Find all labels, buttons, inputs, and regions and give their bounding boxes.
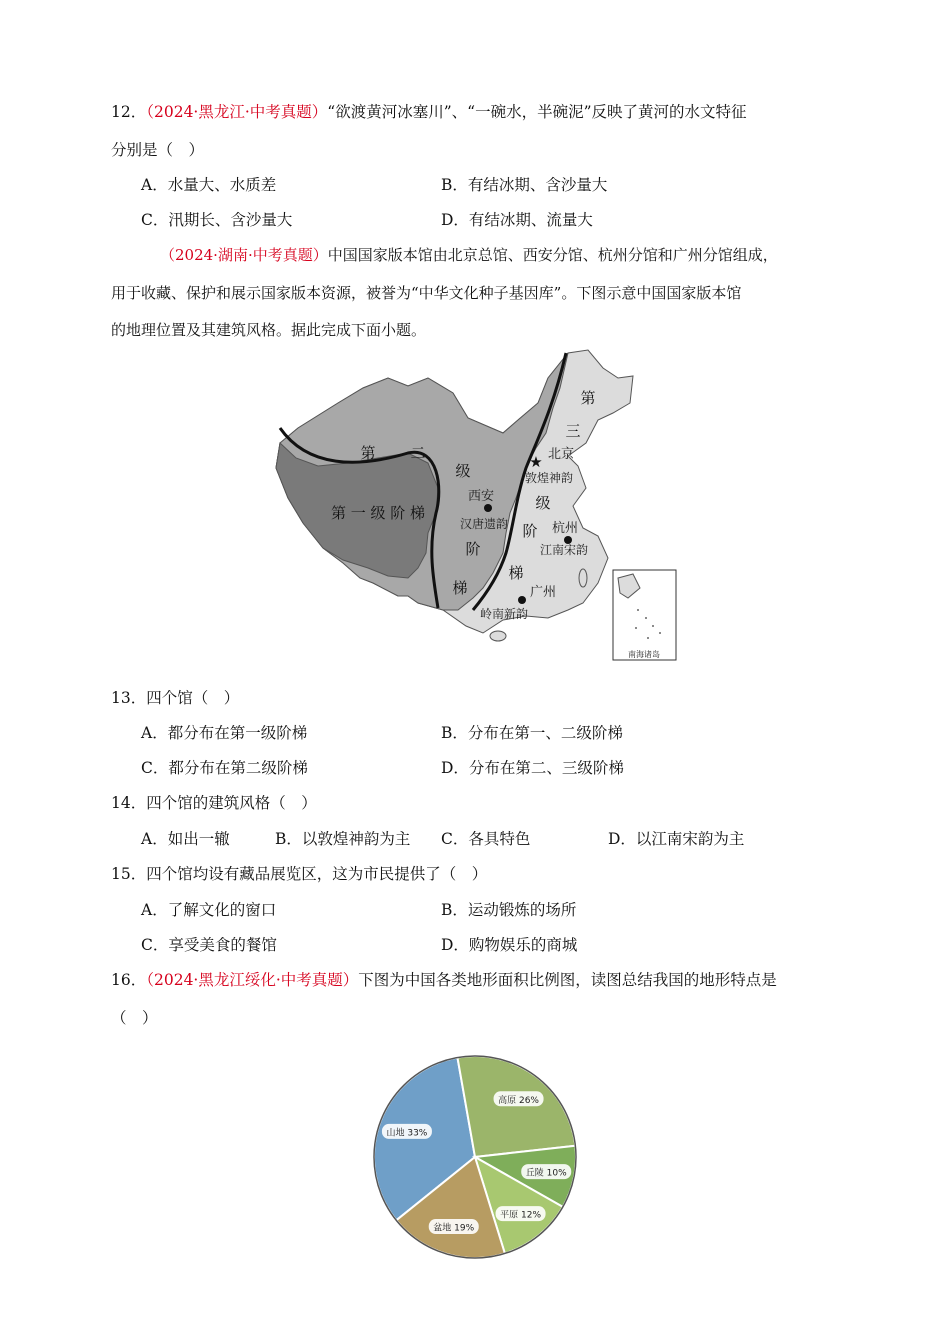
pie-label-高原 [494,1091,544,1106]
beijing-style: 敦煌神韵 [525,471,574,485]
inset-label: 南海诸岛 [628,650,660,659]
step2-label-d: 阶 [465,540,481,558]
q12-number: 12． [111,103,147,121]
q16-stem: 下图为中国各类地形面积比例图，读图总结我国的地形特点是 [358,971,777,989]
guangzhou-dot [518,596,526,604]
pie-label-text: 高原 26% [498,1095,539,1106]
beijing-star-icon: ★ [529,453,543,471]
q12-line2: 分别是（ ） [111,141,205,159]
pie-slice-高原 [457,1056,575,1157]
q15-line: 15．四个馆均设有藏品展览区，这为市民提供了（ ） [111,865,488,883]
q14-option-a[interactable]: A．如出一辙 [141,830,230,848]
q13-option-c[interactable]: C．都分布在第二级阶梯 [141,759,308,777]
xian-dot [484,504,492,512]
xian-label: 西安 [468,489,495,504]
q12-source: （2024·黑龙江·中考真题） [146,103,328,121]
step1-label: 第 一 级 阶 梯 [330,504,426,522]
passage-line2: 用于收藏、保护和展示国家版本资源，被誉为“中华文化种子基因库”。下图示意中国国家版本馆 [111,284,742,302]
beijing-label: 北京 [548,447,575,462]
q14-option-b[interactable]: B．以敦煌神韵为主 [275,830,411,848]
q13-option-d[interactable]: D．分布在第二、三级阶梯 [441,759,624,777]
q12-option-d[interactable]: D．有结冰期、流量大 [441,211,593,229]
q12-option-b[interactable]: B．有结冰期、含沙量大 [441,176,608,194]
q16-line2: （ ） [111,1009,158,1027]
q13-option-a[interactable]: A．都分布在第一级阶梯 [141,724,308,742]
taiwan-island [579,569,587,587]
pie-svg [370,1052,580,1262]
china-terrain-map [268,348,698,666]
q16-line1: 16．（2024·黑龙江绥化·中考真题）下图为中国各类地形面积比例图，读图总结我国的地形特点是 [111,971,777,989]
step3-label-a: 第 [580,389,596,407]
q13-line: 13．四个馆（ ） [111,689,240,707]
step2-label-b: 二 [410,444,426,462]
hangzhou-label: 杭州 [552,521,579,536]
xian-style: 汉唐遗韵 [460,517,509,531]
passage-line3: 的地理位置及其建筑风格。据此完成下面小题。 [111,321,427,339]
passage-line1: （2024·湖南·中考真题）中国国家版本馆由北京总馆、西安分馆、杭州分馆和广州分馆组成， [160,246,778,264]
passage-source: （2024·湖南·中考真题） [160,246,328,264]
q14-stem: 四个馆的建筑风格（ ） [146,794,317,812]
q14-option-c[interactable]: C．各具特色 [441,830,531,848]
pie-label-text: 平原 12% [500,1210,542,1221]
q15-option-c[interactable]: C．享受美食的餐馆 [141,936,277,954]
pie-label-丘陵 [521,1164,571,1179]
q12-option-c[interactable]: C．汛期长、含沙量大 [141,211,293,229]
step2-label-c: 级 [455,462,471,480]
pie-label-盆地 [429,1219,479,1234]
map-svg [268,348,698,666]
q15-stem: 四个馆均设有藏品展览区，这为市民提供了（ ） [146,865,488,883]
step3-label-b: 三 [565,422,581,440]
pie-label-text: 山地 33% [386,1128,428,1139]
q16-source: （2024·黑龙江绥化·中考真题） [146,971,359,989]
q15-option-b[interactable]: B．运动锻炼的场所 [441,901,577,919]
q12-option-a[interactable]: A．水量大、水质差 [141,176,277,194]
step2-label-a: 第 [360,444,376,462]
q12-stem: “欲渡黄河冰塞川”、“一碗水，半碗泥”反映了黄河的水文特征 [327,103,747,121]
q15-option-d[interactable]: D．购物娱乐的商城 [441,936,578,954]
landform-pie-chart [370,1052,580,1262]
q13-option-b[interactable]: B．分布在第一、二级阶梯 [441,724,623,742]
pie-label-text: 丘陵 10% [525,1168,567,1179]
q12-line1 [111,100,747,124]
step3-label-e: 梯 [508,564,524,582]
pie-label-text: 盆地 19% [433,1223,475,1234]
step2-label-e: 梯 [452,579,468,597]
step3-label-c: 级 [535,494,551,512]
q14-line: 14．四个馆的建筑风格（ ） [111,794,317,812]
q13-stem: 四个馆（ ） [146,689,240,707]
pie-label-山地 [382,1124,432,1139]
hainan-island [490,631,506,641]
q14-option-d[interactable]: D．以江南宋韵为主 [608,830,745,848]
hangzhou-style: 江南宋韵 [540,543,589,557]
guangzhou-label: 广州 [530,585,557,600]
pie-label-平原 [496,1206,546,1221]
q15-option-a[interactable]: A．了解文化的窗口 [141,901,277,919]
guangzhou-style: 岭南新韵 [480,607,529,621]
step3-label-d: 阶 [522,522,538,540]
